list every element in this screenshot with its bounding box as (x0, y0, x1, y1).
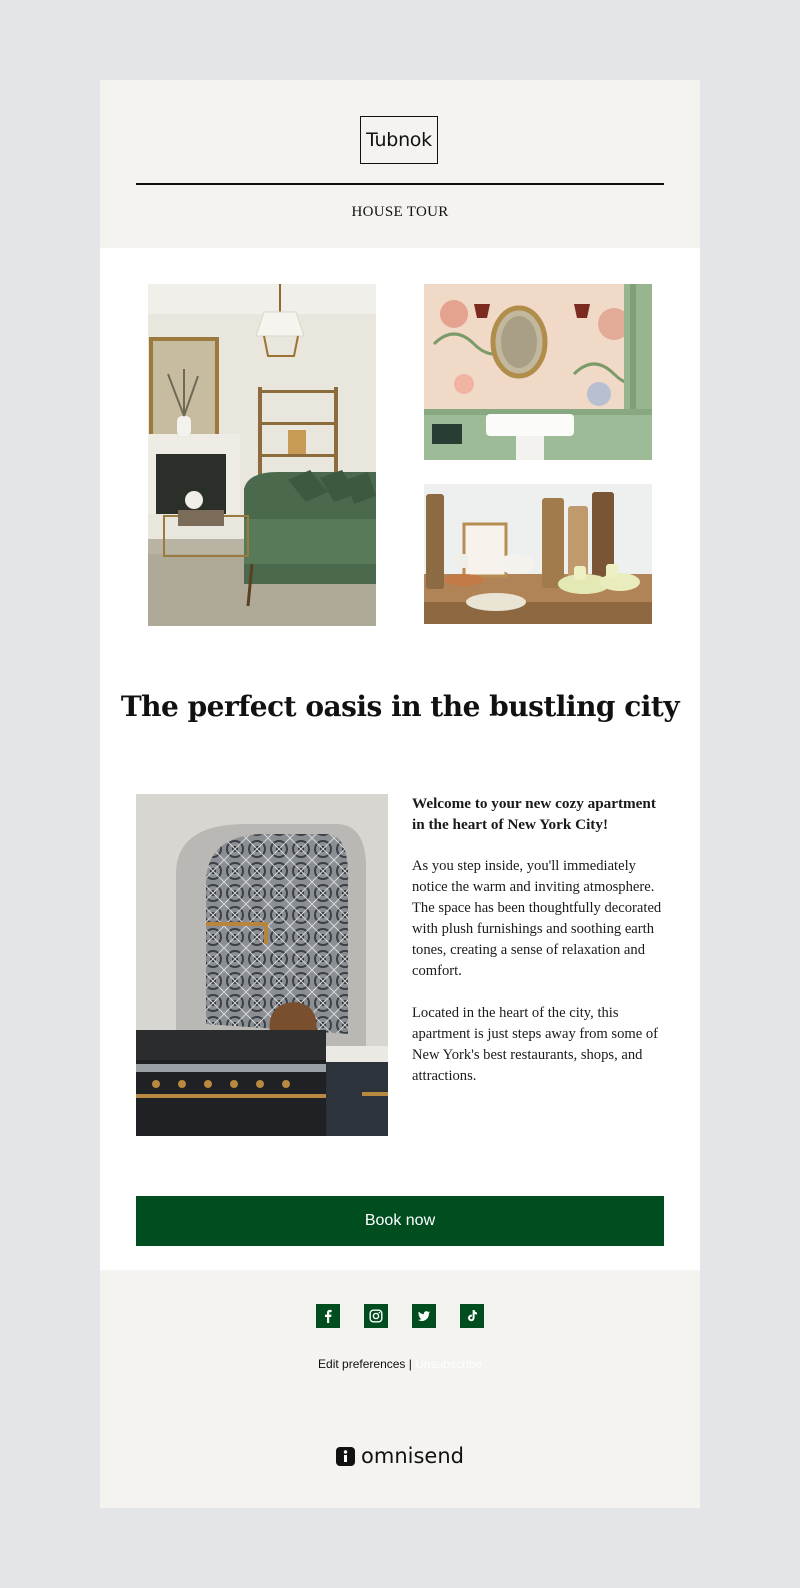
tiktok-icon[interactable] (460, 1304, 484, 1328)
edit-preferences-link[interactable]: Edit preferences (318, 1357, 406, 1371)
email-footer (100, 1270, 700, 1508)
bathroom-photo (424, 284, 652, 460)
brand-logo[interactable]: Tubnok (360, 116, 438, 164)
intro-lead: Welcome to your new cozy apartment in the heart of New York City! (412, 795, 656, 833)
intro-paragraph-2: Located in the heart of the city, this apartment is just steps away from some of New York's best restaurants, shops, and attractions. (412, 1005, 659, 1084)
book-now-button[interactable]: Book now (136, 1196, 664, 1246)
omnisend-wordmark: omnisend (361, 1444, 464, 1468)
email-container (100, 80, 700, 1508)
email-header (100, 80, 700, 248)
living-room-photo (148, 284, 376, 626)
kitchen-photo (136, 794, 388, 1136)
intro-paragraph-1: As you step inside, you'll immediately notice the warm and inviting atmosphere. The space has been thoughtfully decorated with plush furnishings and soothing earth tones, creating a sense of relaxation and comfort. (412, 858, 662, 979)
tableware-photo (424, 484, 652, 624)
social-links (100, 1304, 700, 1328)
section-label: HOUSE TOUR (351, 204, 449, 220)
omnisend-branding[interactable] (100, 1444, 700, 1468)
twitter-icon[interactable] (412, 1304, 436, 1328)
instagram-icon[interactable] (364, 1304, 388, 1328)
header-divider (136, 183, 664, 185)
intro-text (412, 793, 664, 1108)
footer-separator: | (408, 1357, 412, 1371)
footer-links (100, 1357, 700, 1371)
unsubscribe-link[interactable]: Unsubscribe (415, 1357, 482, 1371)
omnisend-logo-icon (336, 1447, 355, 1466)
headline: The perfect oasis in the bustling city (120, 690, 680, 723)
facebook-icon[interactable] (316, 1304, 340, 1328)
